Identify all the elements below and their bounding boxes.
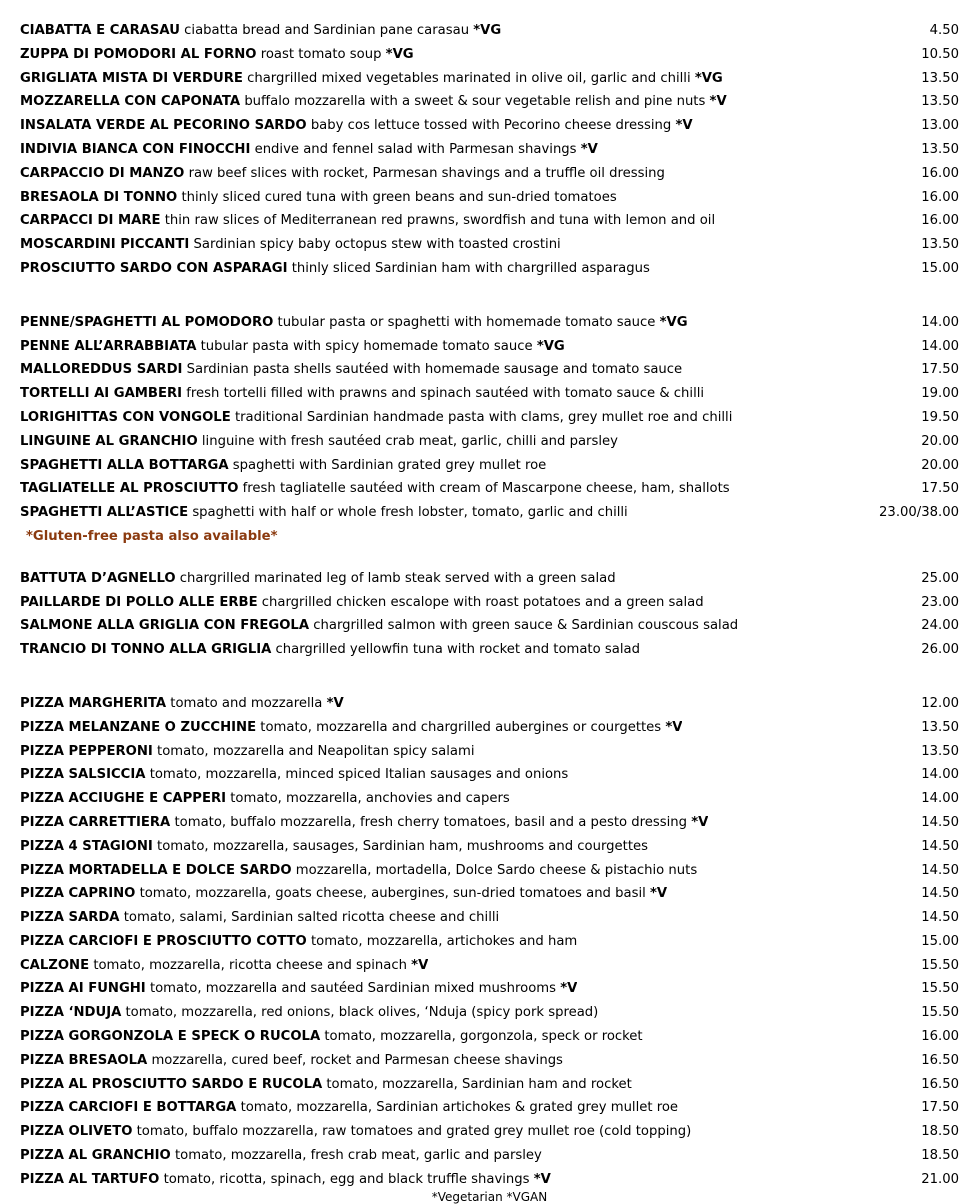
menu-item-name: LINGUINE AL GRANCHIO xyxy=(20,433,198,449)
menu-item-name: PIZZA ACCIUGHE E CAPPERI xyxy=(20,791,227,807)
menu-item-text xyxy=(20,954,428,978)
menu-item-name: TORTELLI AI GAMBERI xyxy=(20,386,183,402)
menu-item xyxy=(20,233,959,257)
menu-item-price: 13.50 xyxy=(921,237,959,253)
menu-item-price: 15.00 xyxy=(921,260,959,276)
menu-item-name: CARPACCIO DI MANZO xyxy=(20,165,185,181)
menu-item-description: tomato, mozzarella and chargrilled aubergines or courgettes xyxy=(260,719,662,735)
gluten-free-note: *Gluten-free pasta also available* xyxy=(26,528,278,544)
menu-item-description: tomato, ricotta, spinach, egg and black truffle shavings xyxy=(163,1171,530,1187)
menu-item-price: 14.00 xyxy=(921,791,959,807)
menu-item-description: tomato, mozzarella, ricotta cheese and spinach xyxy=(93,957,407,973)
menu-item xyxy=(20,591,959,615)
menu-item xyxy=(20,454,959,478)
menu-item-name: PIZZA OLIVETO xyxy=(20,1124,133,1140)
menu-item-description: traditional Sardinian handmade pasta with clams, grey mullet roe and chilli xyxy=(234,409,733,425)
menu-item-price: 25.00 xyxy=(921,570,959,586)
menu-item-description: chargrilled mixed vegetables marinated in olive oil, garlic and chilli xyxy=(247,70,691,86)
menu-item-name: PIZZA CARCIOFI E PROSCIUTTO COTTO xyxy=(20,933,307,949)
menu-item-price: 21.00 xyxy=(921,1171,959,1187)
menu-item-price: 16.00 xyxy=(921,165,959,181)
menu-item-text xyxy=(20,1073,632,1097)
menu-item-text xyxy=(20,1096,678,1120)
menu-item-price: 14.50 xyxy=(921,814,959,830)
menu-item-description: tomato, mozzarella, Sardinian artichokes & grated grey mullet roe xyxy=(240,1100,679,1116)
menu-item-price: 16.00 xyxy=(921,1029,959,1045)
menu-item-text xyxy=(20,930,577,954)
menu-item-name: INDIVIA BIANCA CON FINOCCHI xyxy=(20,141,251,157)
menu-item-text xyxy=(20,406,732,430)
menu-item-description: chargrilled salmon with green sauce & Sardinian couscous salad xyxy=(313,618,739,634)
menu-item-description: baby cos lettuce tossed with Pecorino cheese dressing xyxy=(310,118,672,134)
menu-item-name: SALMONE ALLA GRIGLIA CON FREGOLA xyxy=(20,618,310,634)
menu-item xyxy=(20,1073,959,1097)
menu-item-diet-tag: *V xyxy=(580,141,598,157)
menu-item xyxy=(20,430,959,454)
menu-item-text xyxy=(20,477,730,501)
menu-item-text xyxy=(20,162,665,186)
menu-item-name: PIZZA ‘NDUJA xyxy=(20,1005,122,1021)
menu-item xyxy=(20,1144,959,1168)
menu-item xyxy=(20,638,959,662)
menu-item-name: PIZZA AL TARTUFO xyxy=(20,1171,160,1187)
menu-item-text xyxy=(20,692,344,716)
menu-item-text xyxy=(20,567,616,591)
menu-item-price: 13.50 xyxy=(921,94,959,110)
menu-item-name: PIZZA BRESAOLA xyxy=(20,1052,148,1068)
menu-item-text xyxy=(20,1144,542,1168)
menu-item xyxy=(20,162,959,186)
menu-item-diet-tag: *V xyxy=(411,957,429,973)
menu-item-price: 19.00 xyxy=(921,386,959,402)
menu-item-description: chargrilled yellowfin tuna with rocket and tomato salad xyxy=(275,642,640,658)
menu-item-price: 20.00 xyxy=(921,457,959,473)
menu-item-price: 13.00 xyxy=(921,118,959,134)
menu-item-price: 17.50 xyxy=(921,1100,959,1116)
menu-item-price: 13.50 xyxy=(921,743,959,759)
menu-item-description: Sardinian pasta shells sautéed with homemade sausage and tomato sauce xyxy=(186,362,683,378)
menu-section xyxy=(20,19,959,281)
menu-item xyxy=(20,692,959,716)
menu-item xyxy=(20,1096,959,1120)
menu-item-description: fresh tortelli filled with prawns and spinach sautéed with tomato sauce & chilli xyxy=(186,386,705,402)
menu-item-name: MALLOREDDUS SARDI xyxy=(20,362,183,378)
menu-item-price: 15.50 xyxy=(921,957,959,973)
menu-item-name: PENNE/SPAGHETTI AL POMODORO xyxy=(20,314,274,330)
menu-item-price: 23.00/38.00 xyxy=(879,505,959,521)
menu-item-price: 18.50 xyxy=(921,1148,959,1164)
menu-item-text xyxy=(20,501,628,525)
menu-item xyxy=(20,567,959,591)
menu-item-text xyxy=(20,454,546,478)
menu-item xyxy=(20,43,959,67)
menu-item-name: MOSCARDINI PICCANTI xyxy=(20,237,190,253)
menu-item-text xyxy=(20,43,414,67)
menu-item-text xyxy=(20,614,738,638)
menu-item-text xyxy=(20,1001,598,1025)
menu-item-description: roast tomato soup xyxy=(260,46,382,62)
menu-item xyxy=(20,209,959,233)
menu-section xyxy=(20,567,959,662)
menu-item-text xyxy=(20,138,598,162)
menu-item-text xyxy=(20,638,640,662)
menu-item-text xyxy=(20,311,688,335)
section-divider-space xyxy=(20,281,959,311)
menu-item-text xyxy=(20,430,618,454)
menu-item-diet-tag: *VG xyxy=(385,46,414,62)
menu-item-name: PIZZA CARRETTIERA xyxy=(20,814,171,830)
menu-item-price: 24.00 xyxy=(921,618,959,634)
menu-item xyxy=(20,67,959,91)
menu-item xyxy=(20,1049,959,1073)
menu-item-name: SPAGHETTI ALLA BOTTARGA xyxy=(20,457,229,473)
menu-item-description: tomato, mozzarella and sautéed Sardinian mixed mushrooms xyxy=(149,981,557,997)
menu-item-name: PIZZA MORTADELLA E DOLCE SARDO xyxy=(20,862,292,878)
menu-item xyxy=(20,1120,959,1144)
menu-item-text xyxy=(20,382,704,406)
menu-item-description: tomato, buffalo mozzarella, raw tomatoes and grated grey mullet roe (cold topping) xyxy=(136,1124,692,1140)
menu-item-name: CIABATTA E CARASAU xyxy=(20,23,180,38)
menu-item-name: GRIGLIATA MISTA DI VERDURE xyxy=(20,70,243,86)
menu-item-price: 17.50 xyxy=(921,481,959,497)
menu-section xyxy=(20,692,959,1192)
menu-item-price: 16.50 xyxy=(921,1052,959,1068)
menu-item-price: 17.50 xyxy=(921,362,959,378)
menu-item-price: 14.00 xyxy=(921,314,959,330)
menu-item-price: 14.00 xyxy=(921,767,959,783)
menu-item-diet-tag: *V xyxy=(691,814,709,830)
menu-item xyxy=(20,19,959,43)
menu-item xyxy=(20,835,959,859)
menu-item-description: tomato, mozzarella, minced spiced Italian sausages and onions xyxy=(149,767,569,783)
menu-item-price: 10.50 xyxy=(921,46,959,62)
menu-item-name: BRESAOLA DI TONNO xyxy=(20,189,178,205)
menu-item xyxy=(20,257,959,281)
menu-item-price: 14.50 xyxy=(921,886,959,902)
menu-item-price: 15.50 xyxy=(921,1005,959,1021)
menu-item-text xyxy=(20,591,704,615)
menu-item-description: tomato, mozzarella and Neapolitan spicy salami xyxy=(157,743,475,759)
menu-item-description: spaghetti with Sardinian grated grey mullet roe xyxy=(232,457,547,473)
menu-item-text xyxy=(20,811,708,835)
menu-item-diet-tag: *V xyxy=(649,886,668,902)
menu-item-text xyxy=(20,257,650,281)
menu-item xyxy=(20,138,959,162)
menu-item-text xyxy=(20,90,727,114)
menu-item-price: 12.00 xyxy=(921,695,959,711)
menu-item-description: linguine with fresh sautéed crab meat, garlic, chilli and parsley xyxy=(201,433,618,449)
menu-item-description: tomato, mozzarella, sausages, Sardinian ham, mushrooms and courgettes xyxy=(157,838,648,854)
menu-item xyxy=(20,930,959,954)
menu-item xyxy=(20,406,959,430)
menu-item xyxy=(20,882,959,906)
menu-item-diet-tag: *V xyxy=(675,118,693,134)
menu-item-name: PIZZA PEPPERONI xyxy=(20,743,153,759)
menu-item xyxy=(20,614,959,638)
menu-item-price: 15.00 xyxy=(921,933,959,949)
menu-item-name: PROSCIUTTO SARDO CON ASPARAGI xyxy=(20,260,288,276)
menu-item-text xyxy=(20,67,723,91)
menu-item xyxy=(20,1025,959,1049)
menu-item-name: PIZZA CARCIOFI E BOTTARGA xyxy=(20,1100,237,1116)
menu-item xyxy=(20,335,959,359)
menu-item-name: PIZZA SALSICCIA xyxy=(20,767,146,783)
menu-item-price: 13.50 xyxy=(921,719,959,735)
menu-item-text xyxy=(20,977,577,1001)
menu-item-diet-tag: *V xyxy=(709,94,727,110)
menu-item-name: TAGLIATELLE AL PROSCIUTTO xyxy=(20,481,239,497)
menu-item-name: PIZZA GORGONZOLA E SPECK O RUCOLA xyxy=(20,1029,321,1045)
menu-item-price: 26.00 xyxy=(921,642,959,658)
menu-item xyxy=(20,859,959,883)
menu-item-name: PIZZA CAPRINO xyxy=(20,886,136,902)
menu-item-description: tomato and mozzarella xyxy=(170,695,323,711)
menu-item xyxy=(20,740,959,764)
menu-item xyxy=(20,186,959,210)
section-divider-space xyxy=(20,662,959,692)
menu-item-description: tubular pasta or spaghetti with homemade tomato sauce xyxy=(277,314,656,330)
menu-item-name: PENNE ALL’ARRABBIATA xyxy=(20,338,197,354)
menu-item-diet-tag: *V xyxy=(533,1171,551,1187)
menu-item-description: chargrilled marinated leg of lamb steak served with a green salad xyxy=(179,570,616,586)
menu-item-name: PIZZA AL PROSCIUTTO SARDO E RUCOLA xyxy=(20,1076,323,1092)
menu-item-price: 16.00 xyxy=(921,189,959,205)
menu-item xyxy=(20,906,959,930)
menu-item xyxy=(20,763,959,787)
menu-item-name: PIZZA AI FUNGHI xyxy=(20,981,146,997)
menu-item-description: mozzarella, mortadella, Dolce Sardo cheese & pistachio nuts xyxy=(295,862,698,878)
menu-item-description: tomato, buffalo mozzarella, fresh cherry tomatoes, basil and a pesto dressing xyxy=(174,814,688,830)
menu-item-text xyxy=(20,209,715,233)
menu-item-name: SPAGHETTI ALL’ASTICE xyxy=(20,505,189,521)
menu-item-price: 16.00 xyxy=(921,213,959,229)
menu-item-diet-tag: *V xyxy=(326,695,344,711)
menu-item-text xyxy=(20,19,501,43)
menu-item-description: tubular pasta with spicy homemade tomato sauce xyxy=(200,338,533,354)
menu-item xyxy=(20,501,959,525)
dietary-legend-footer: *Vegetarian *VGAN xyxy=(431,1190,548,1204)
menu-item-description: endive and fennel salad with Parmesan shavings xyxy=(254,141,577,157)
menu-item-description: tomato, mozzarella, gorgonzola, speck or rocket xyxy=(324,1029,643,1045)
menu xyxy=(20,19,959,1192)
menu-item-name: INSALATA VERDE AL PECORINO SARDO xyxy=(20,118,307,134)
menu-item-text xyxy=(20,763,568,787)
menu-item-description: thinly sliced Sardinian ham with chargrilled asparagus xyxy=(291,260,650,276)
menu-item-description: thin raw slices of Mediterranean red prawns, swordfish and tuna with lemon and oil xyxy=(164,213,716,229)
menu-item-description: ciabatta bread and Sardinian pane carasau xyxy=(184,23,470,38)
menu-item-description: tomato, mozzarella, anchovies and capers xyxy=(230,791,510,807)
section-divider-space xyxy=(20,549,959,567)
menu-item-description: tomato, salami, Sardinian salted ricotta cheese and chilli xyxy=(123,910,500,926)
menu-item-description: chargrilled chicken escalope with roast potatoes and a green salad xyxy=(261,594,704,610)
menu-item-name: ZUPPA DI POMODORI AL FORNO xyxy=(20,46,257,62)
menu-item xyxy=(20,90,959,114)
menu-item-text xyxy=(20,358,682,382)
menu-item-price: 14.00 xyxy=(921,338,959,354)
menu-item-price: 16.50 xyxy=(921,1076,959,1092)
menu-item-description: raw beef slices with rocket, Parmesan shavings and a truffle oil dressing xyxy=(188,165,665,181)
menu-item xyxy=(20,954,959,978)
menu-item-diet-tag: *V xyxy=(560,981,578,997)
menu-item-diet-tag: *V xyxy=(665,719,683,735)
menu-item-name: PIZZA MELANZANE O ZUCCHINE xyxy=(20,719,257,735)
menu-item xyxy=(20,1001,959,1025)
menu-item-price: 14.50 xyxy=(921,910,959,926)
menu-item-name: TRANCIO DI TONNO ALLA GRIGLIA xyxy=(20,642,272,658)
menu-item-text xyxy=(20,882,667,906)
menu-item-description: tomato, mozzarella, artichokes and ham xyxy=(310,933,578,949)
menu-item-text xyxy=(20,1025,643,1049)
menu-item-name: PIZZA SARDA xyxy=(20,910,120,926)
menu-item-diet-tag: *VG xyxy=(473,23,502,38)
menu-item xyxy=(20,382,959,406)
menu-item-price: 19.50 xyxy=(921,409,959,425)
menu-item-name: PIZZA 4 STAGIONI xyxy=(20,838,153,854)
menu-item-name: PIZZA AL GRANCHIO xyxy=(20,1148,171,1164)
menu-item-diet-tag: *VG xyxy=(659,314,688,330)
menu-item-text xyxy=(20,335,565,359)
menu-item-name: CARPACCI DI MARE xyxy=(20,213,161,229)
menu-item-text xyxy=(20,716,682,740)
menu-item xyxy=(20,977,959,1001)
menu-item xyxy=(20,811,959,835)
menu-item-name: BATTUTA D’AGNELLO xyxy=(20,570,176,586)
menu-item-description: Sardinian spicy baby octopus stew with toasted crostini xyxy=(193,237,561,253)
menu-item-description: fresh tagliatelle sautéed with cream of Mascarpone cheese, ham, shallots xyxy=(242,481,730,497)
menu-item-text xyxy=(20,1120,691,1144)
menu-item-text xyxy=(20,859,697,883)
menu-item-name: PIZZA MARGHERITA xyxy=(20,695,167,711)
menu-item-text xyxy=(20,1049,563,1073)
menu-item-price: 23.00 xyxy=(921,594,959,610)
menu-item-text xyxy=(20,906,499,930)
menu-item-name: CALZONE xyxy=(20,957,90,973)
menu-item-description: tomato, mozzarella, red onions, black olives, ‘Nduja (spicy pork spread) xyxy=(125,1005,599,1021)
menu-item-price: 13.50 xyxy=(921,141,959,157)
menu-item xyxy=(20,311,959,335)
menu-item-description: spaghetti with half or whole fresh lobster, tomato, garlic and chilli xyxy=(192,505,628,521)
menu-item-description: tomato, mozzarella, Sardinian ham and rocket xyxy=(326,1076,632,1092)
menu-item xyxy=(20,716,959,740)
menu-item-text xyxy=(20,233,561,257)
menu-item-price: 15.50 xyxy=(921,981,959,997)
menu-item-name: LORIGHITTAS CON VONGOLE xyxy=(20,409,231,425)
menu-item-description: thinly sliced cured tuna with green beans and sun-dried tomatoes xyxy=(181,189,617,205)
menu-item xyxy=(20,1168,959,1192)
menu-item xyxy=(20,114,959,138)
menu-item-price: 4.50 xyxy=(929,23,959,38)
menu-item-name: PAILLARDE DI POLLO ALLE ERBE xyxy=(20,594,258,610)
menu-item-text xyxy=(20,835,648,859)
menu-item-price: 13.50 xyxy=(921,70,959,86)
menu-item-text xyxy=(20,1168,551,1192)
menu-item-price: 14.50 xyxy=(921,862,959,878)
menu-item-description: tomato, mozzarella, goats cheese, aubergines, sun-dried tomatoes and basil xyxy=(139,886,646,902)
menu-item-description: buffalo mozzarella with a sweet & sour vegetable relish and pine nuts xyxy=(244,94,706,110)
menu-item-diet-tag: *VG xyxy=(536,338,565,354)
menu-section xyxy=(20,311,959,549)
menu-item-price: 18.50 xyxy=(921,1124,959,1140)
menu-item-text xyxy=(20,186,617,210)
menu-item-text xyxy=(20,740,475,764)
menu-item-text xyxy=(20,114,693,138)
menu-item-diet-tag: *VG xyxy=(694,70,723,86)
menu-item-description: tomato, mozzarella, fresh crab meat, garlic and parsley xyxy=(174,1148,542,1164)
menu-item-text xyxy=(20,787,510,811)
menu-item-price: 14.50 xyxy=(921,838,959,854)
menu-item xyxy=(20,477,959,501)
menu-item xyxy=(20,358,959,382)
menu-item-price: 20.00 xyxy=(921,433,959,449)
menu-item xyxy=(20,787,959,811)
menu-item-description: mozzarella, cured beef, rocket and Parmesan cheese shavings xyxy=(151,1052,563,1068)
menu-item-name: MOZZARELLA CON CAPONATA xyxy=(20,94,241,110)
